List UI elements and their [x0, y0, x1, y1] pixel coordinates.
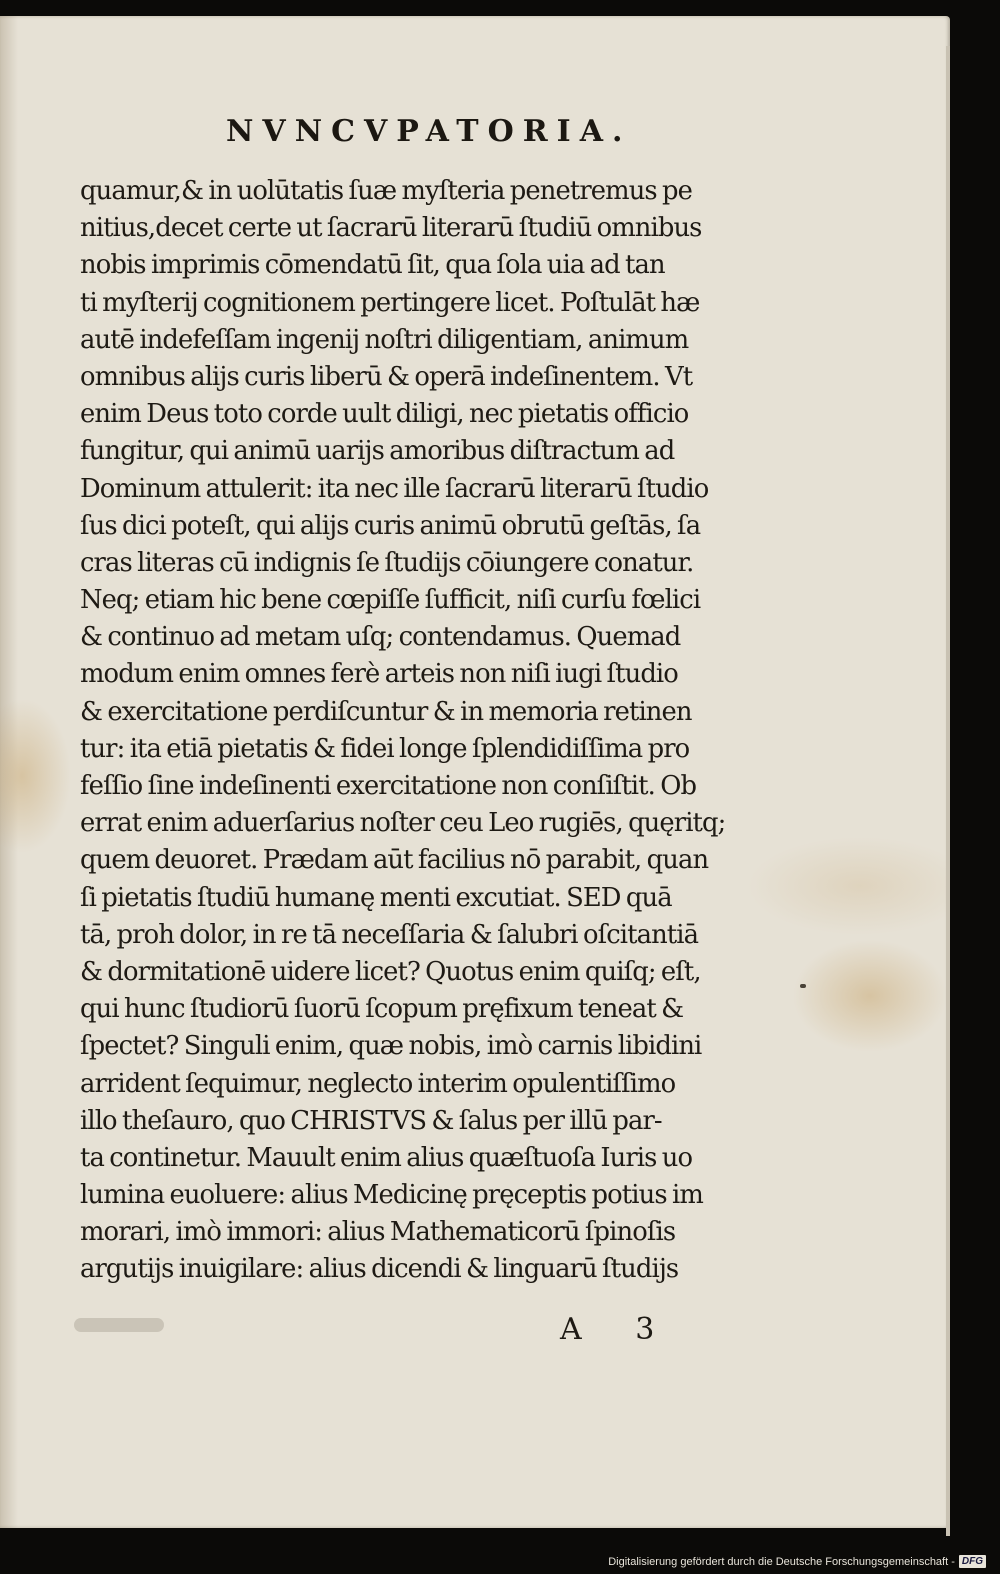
text-line: Neq; etiam hic bene cœpiſſe ſufficit, niſi curſu fœlici — [80, 585, 701, 616]
text-line: enim Deus toto corde uult diligi, nec pietatis officio — [80, 399, 689, 430]
ink-smudge — [74, 1318, 164, 1332]
text-line: qui hunc ſtudiorū ſuorū ſcopum pręfixum teneat & — [80, 994, 684, 1025]
text-line: ti myſterij cognitionem pertingere licet. Poſtulāt hæ — [80, 287, 700, 318]
text-line: autē indefeſſam ingenij noſtri diligentiam, animum — [80, 324, 689, 355]
text-line: nobis imprimis cōmendatū ſit, qua ſola uia ad tan — [80, 250, 665, 281]
page-edge — [946, 46, 950, 1536]
text-line: quamur,& in uolūtatis ſuæ myſteria penetremus pe — [80, 176, 693, 206]
text-line: ſus dici poteſt, qui alijs curis animū obrutū geſtās, ſa — [80, 510, 701, 541]
dfg-logo: DFG — [959, 1555, 986, 1568]
text-line: quem deuoret. Prædam aūt facilius nō parabit, quan — [80, 845, 709, 876]
signature-mark: A 3 — [560, 1312, 677, 1347]
page-header: NVNCVPATORIA. — [226, 114, 632, 149]
text-line: cras literas cū indignis ſe ſtudijs cōiungere conatur. — [80, 547, 694, 578]
digitization-credit — [608, 1555, 986, 1568]
text-line: Dominum attulerit: ita nec ille ſacrarū literarū ſtudio — [80, 473, 709, 504]
text-line: arrident ſequimur, neglecto interim opulentiſſimo — [80, 1068, 676, 1099]
text-line: & continuo ad metam uſq; contendamus. Quemad — [80, 622, 681, 653]
text-line: errat enim aduerſarius noſter ceu Leo rugiēs, quęritq; — [80, 808, 726, 839]
text-line: ta continetur. Mauult enim alius quæſtuoſa Iuris uo — [80, 1142, 693, 1173]
text-line: argutijs inuigilare: alius dicendi & linguarū ſtudijs — [80, 1254, 679, 1285]
body-text — [80, 173, 780, 1289]
book-page — [0, 16, 950, 1528]
credit-text: Digitalisierung gefördert durch die Deutsche Forschungsgemeinschaft - — [608, 1555, 955, 1568]
text-line: ſi pietatis ſtudiū humanę menti excutiat. SED quā — [80, 882, 672, 913]
text-line: ſpectet? Singuli enim, quæ nobis, imò carnis libidini — [80, 1031, 702, 1062]
text-line: modum enim omnes ferè arteis non niſi iugi ſtudio — [80, 659, 678, 690]
text-line: feſſio ſine indeſinenti exercitatione non conſiſtit. Ob — [80, 771, 697, 801]
text-line: tur: ita etiā pietatis & fidei longe ſplendidiſſima pro — [80, 733, 690, 764]
text-line: illo theſauro, quo CHRISTVS & ſalus per illū par- — [80, 1105, 662, 1136]
text-line: & dormitationē uidere licet? Quotus enim quiſq; eſt, — [80, 956, 701, 987]
text-line: fungitur, qui animū uarijs amoribus diſtractum ad — [80, 436, 675, 467]
text-line: nitius,decet certe ut ſacrarū literarū ſtudiū omnibus — [80, 213, 702, 244]
text-line: & exercitatione perdiſcuntur & in memoria retinen — [80, 696, 692, 727]
text-line: omnibus alijs curis liberū & operā indeſinentem. Vt — [80, 361, 693, 392]
text-line: lumina euoluere: alius Medicinę pręceptis potius im — [80, 1180, 703, 1211]
text-line: tā, proh dolor, in re tā neceſſaria & ſalubri oſcitantiā — [80, 919, 699, 950]
ink-mark — [800, 984, 806, 988]
text-line: morari, imò immori: alius Mathematicorū ſpinoſis — [80, 1217, 676, 1248]
